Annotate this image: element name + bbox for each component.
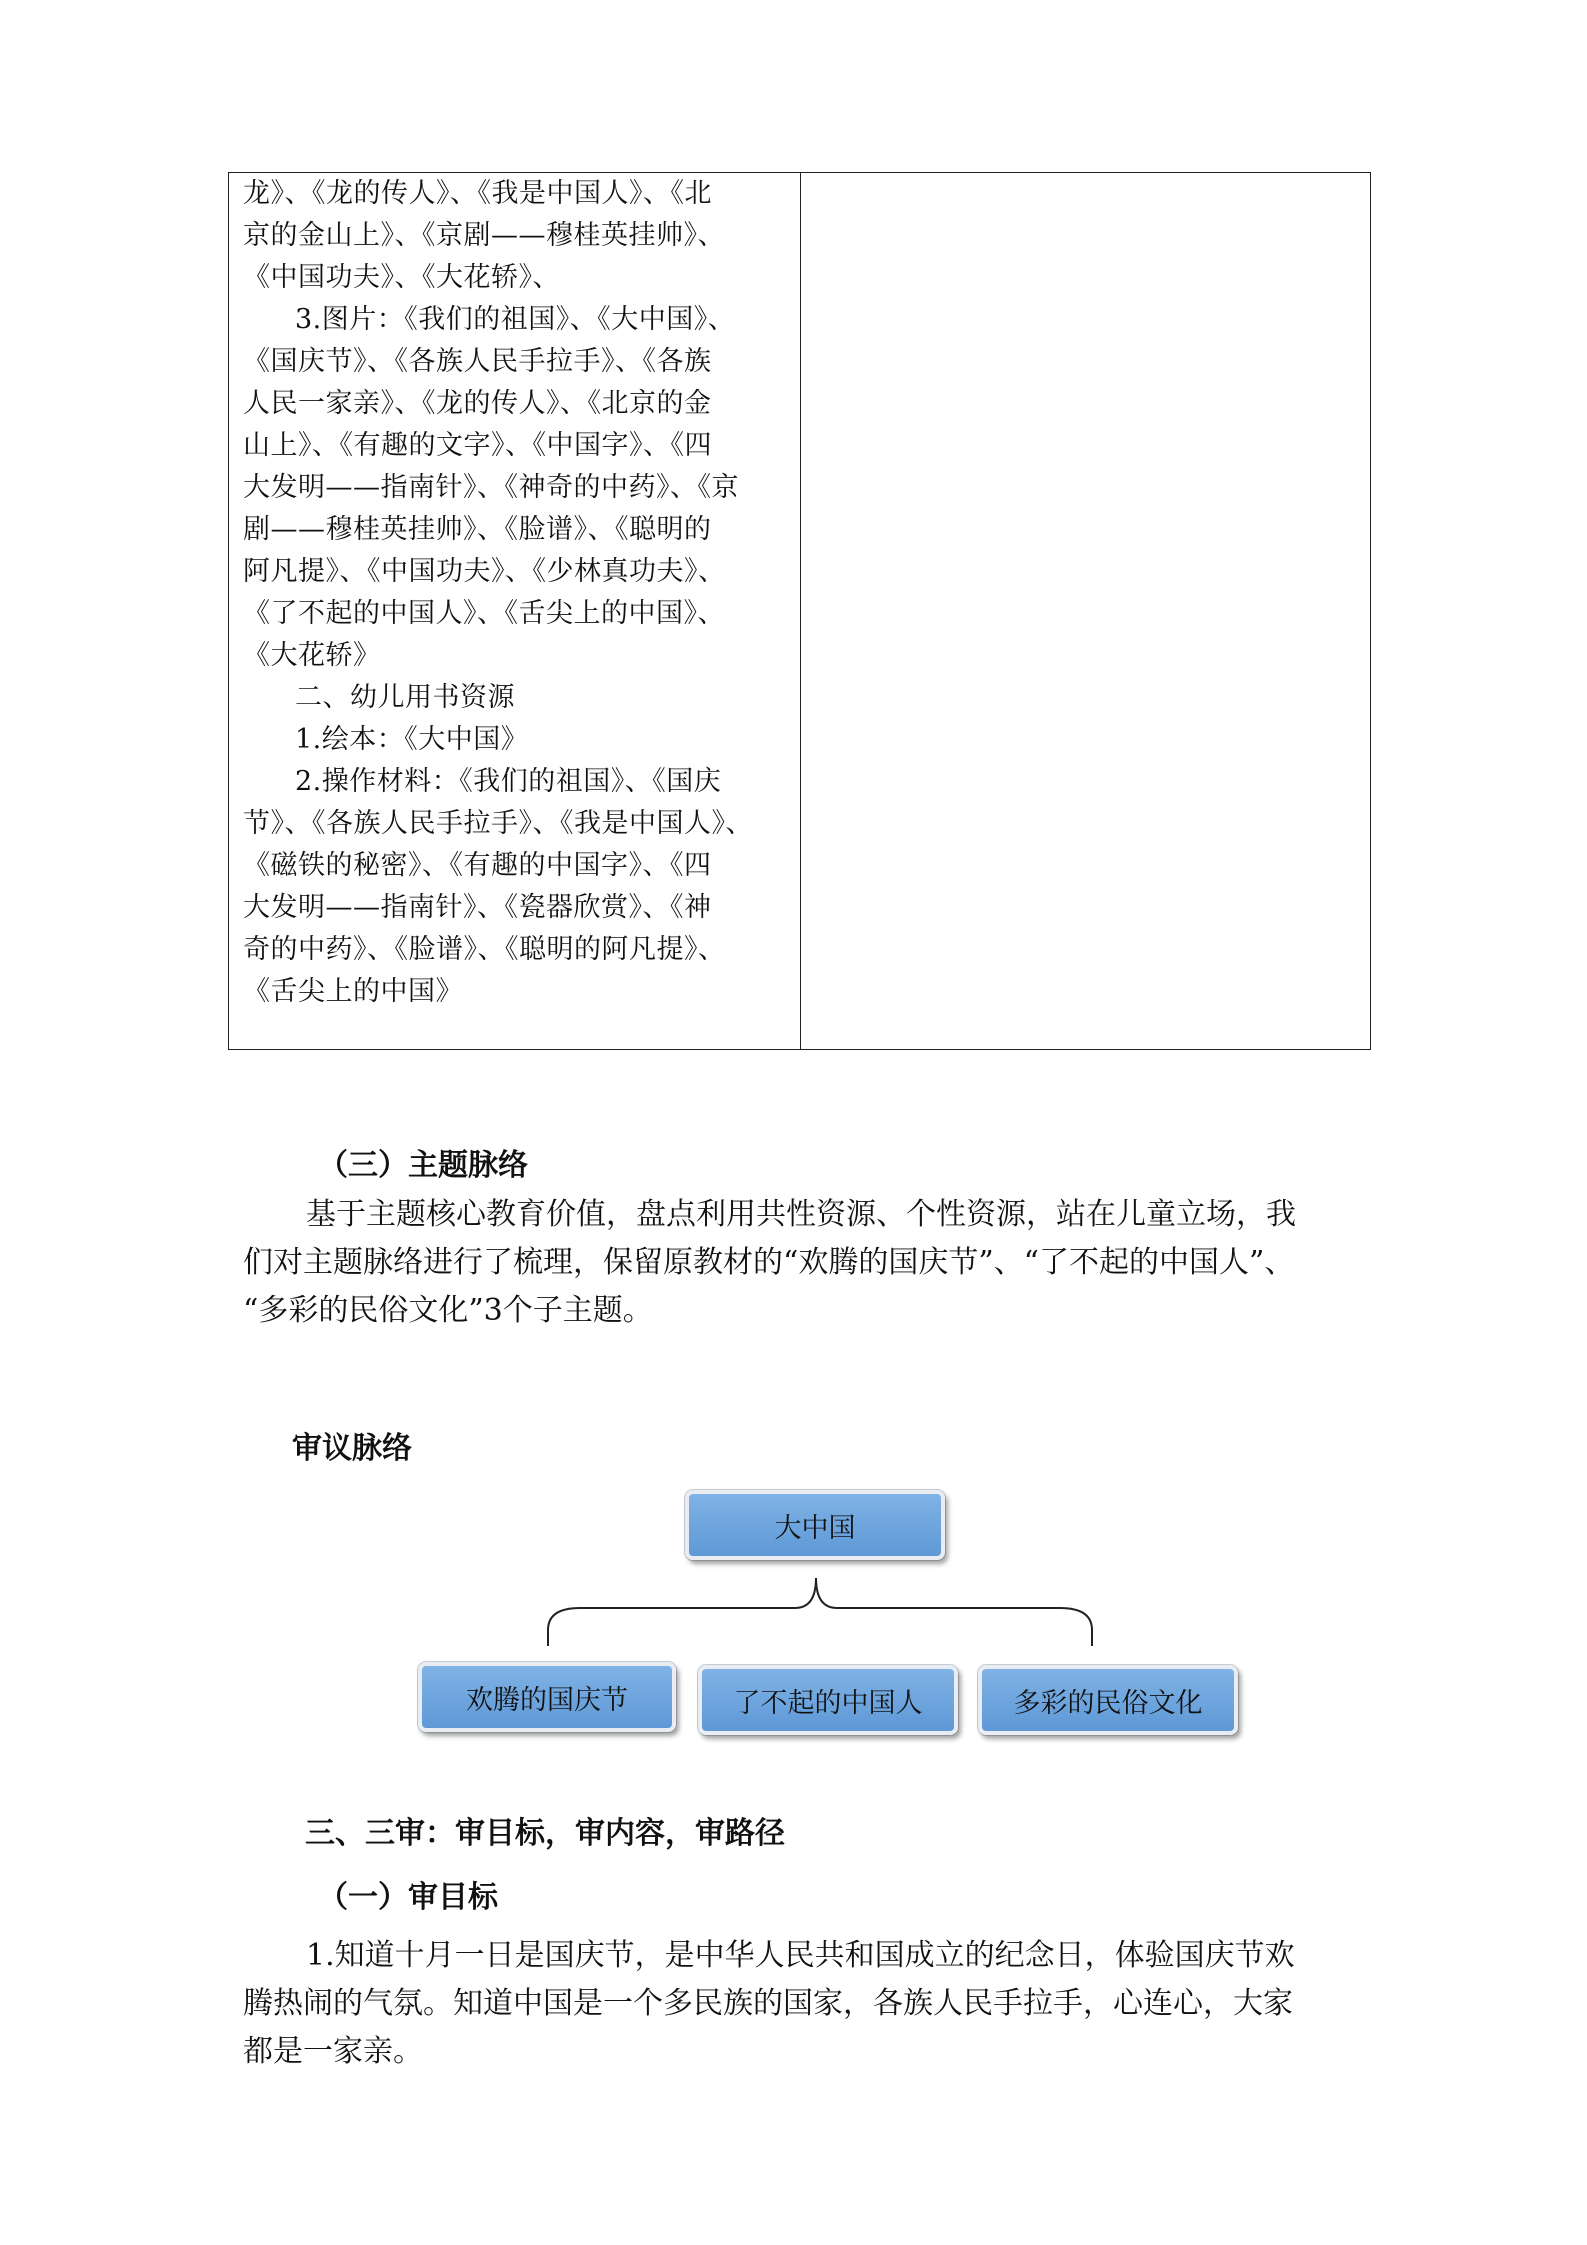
review-heading: 审议脉络 [292, 1431, 412, 1466]
paragraph-line: 都是一家亲。 [243, 2034, 423, 2069]
resource-table-left-cell [229, 173, 801, 1049]
table-text-line: 阿凡提》、《中国功夫》、《少林真功夫》、 [243, 556, 726, 587]
theme-section-paragraph [243, 1191, 1361, 1335]
table-text-line: 《了不起的中国人》、《舌尖上的中国》、 [243, 598, 725, 629]
table-text-line: 节》、《各族人民手拉手》、《我是中国人》、 [243, 808, 753, 839]
goal-heading: （一）审目标 [318, 1880, 498, 1915]
resource-table [228, 172, 1371, 1050]
table-text-line: 剧——穆桂英挂帅》、《脸谱》、《聪明的 [243, 514, 712, 545]
theme-section-heading: （三）主题脉络 [318, 1148, 528, 1183]
table-text-line: 1.绘本：《大中国》 [295, 724, 529, 755]
table-text-line: 龙》、《龙的传人》、《我是中国人》、《北 [243, 178, 712, 209]
goal-paragraph [243, 1932, 1361, 2076]
table-text-line: 二、幼儿用书资源 [295, 682, 515, 713]
paragraph-line: 腾热闹的气氛。知道中国是一个多民族的国家，各族人民手拉手，心连心，大家 [243, 1986, 1293, 2021]
table-text-line: 大发明——指南针》、《瓷器欣赏》、《神 [243, 892, 712, 923]
table-text-line: 奇的中药》、《脸谱》、《聪明的阿凡提》、 [243, 934, 726, 965]
table-text-line: 大发明——指南针》、《神奇的中药》、《京 [243, 472, 739, 503]
table-text-line: 人民一家亲》、《龙的传人》、《北京的金 [243, 388, 712, 419]
table-text-line: 《国庆节》、《各族人民手拉手》、《各族 [243, 346, 712, 377]
table-text-line: 《磁铁的秘密》、《有趣的中国字》、《四 [243, 850, 712, 881]
paragraph-line: 1.知道十月一日是国庆节，是中华人民共和国成立的纪念日，体验国庆节欢 [306, 1938, 1295, 1973]
paragraph-line: 们对主题脉络进行了梳理，保留原教材的“欢腾的国庆节”、“了不起的中国人”、 [243, 1245, 1295, 1280]
diagram-child-node: 多彩的民俗文化 [978, 1665, 1238, 1735]
section-three-heading: 三、三审：审目标，审内容，审路径 [305, 1816, 785, 1851]
diagram-child-node: 欢腾的国庆节 [418, 1662, 676, 1732]
paragraph-line: 基于主题核心教育价值，盘点利用共性资源、个性资源，站在儿童立场，我 [306, 1197, 1296, 1232]
resource-table-right-cell [801, 173, 1370, 1049]
table-text-line: 2.操作材料：《我们的祖国》、《国庆 [295, 766, 722, 797]
table-text-line: 京的金山上》、《京剧——穆桂英挂帅》、 [243, 220, 725, 251]
table-text-line: 《大花轿》 [243, 640, 381, 671]
diagram-child-node: 了不起的中国人 [698, 1665, 958, 1735]
table-text-line: 3.图片：《我们的祖国》、《大中国》、 [295, 304, 736, 335]
diagram-root-node: 大中国 [685, 1490, 945, 1560]
theme-hierarchy-diagram [400, 1470, 1260, 1760]
table-text-line: 山上》、《有趣的文字》、《中国字》、《四 [243, 430, 712, 461]
table-text-line: 《中国功夫》、《大花轿》、 [243, 262, 560, 293]
table-text-line: 《舌尖上的中国》 [243, 976, 463, 1007]
paragraph-line: “多彩的民俗文化”3个子主题。 [243, 1293, 653, 1328]
